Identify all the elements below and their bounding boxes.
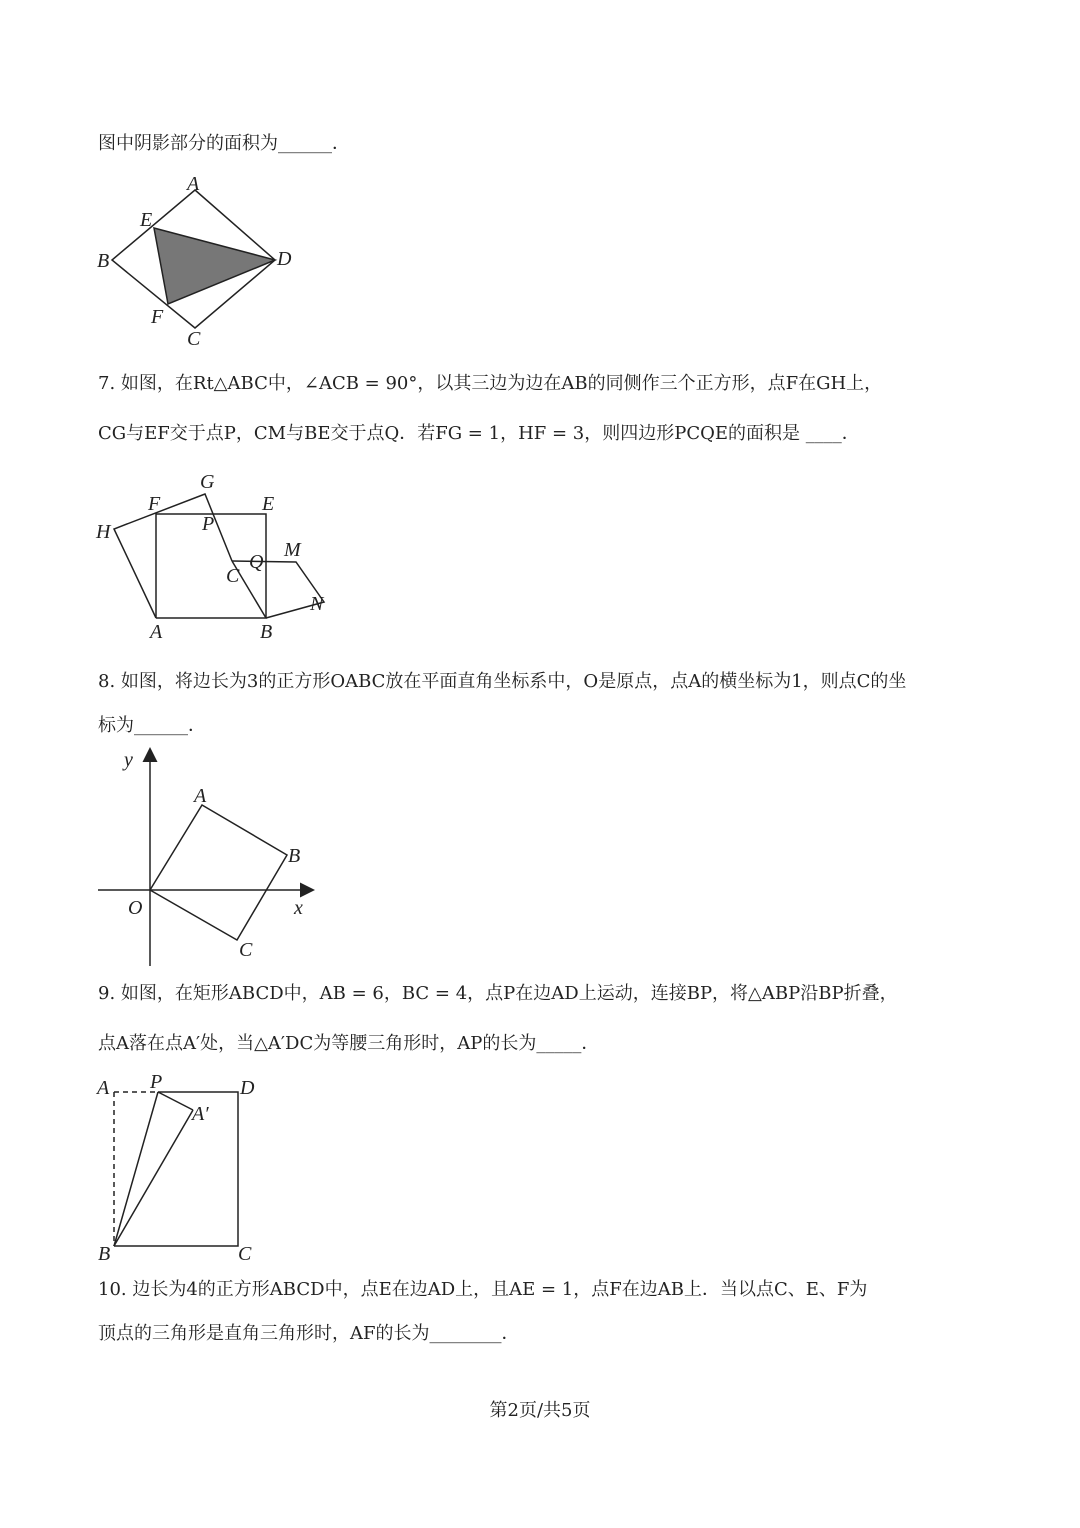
q7-label-C: C — [226, 565, 240, 587]
q8-text-line2: 标为______． — [98, 715, 206, 736]
q9-figure — [94, 1070, 274, 1264]
q6-figure — [90, 168, 310, 348]
q9-line-BP — [114, 1092, 158, 1246]
q7-label-G: G — [200, 471, 215, 493]
q7-label-M: M — [284, 539, 301, 561]
q6-label-F: F — [151, 306, 164, 328]
q9-label-P: P — [150, 1071, 163, 1093]
q8-label-A: A — [194, 785, 207, 807]
q7-label-P: P — [202, 513, 215, 535]
q7-square-on-AC — [114, 494, 232, 618]
q7-label-A: A — [150, 621, 163, 643]
q8-figure — [94, 744, 334, 970]
q6-label-E: E — [140, 209, 153, 231]
q7-label-N: N — [310, 593, 324, 615]
q9-text-line2: 点A落在点A′处，当△A′DC为等腰三角形时，AP的长为_____． — [98, 1033, 600, 1054]
q9-label-C: C — [238, 1243, 252, 1265]
q9-label-A: A — [97, 1077, 110, 1099]
page-footer: 第2页/共5页 — [489, 1400, 591, 1421]
q6-shaded-triangle — [154, 228, 275, 304]
q8-label-x: x — [294, 897, 303, 919]
q8-text-line1: 8. 如图，将边长为3的正方形OABC放在平面直角坐标系中，O是原点，点A的横坐标为1，则点C的坐 — [98, 671, 907, 692]
q10-text-line2: 顶点的三角形是直角三角形时，AF的长为________． — [98, 1323, 520, 1344]
q6-text-line1: 图中阴影部分的面积为______． — [98, 133, 350, 154]
q9-label-A-prime: A′ — [192, 1103, 209, 1125]
q8-label-C: C — [239, 939, 253, 961]
q8-square-OABC — [150, 805, 287, 940]
q7-label-B: B — [260, 621, 273, 643]
q6-label-A: A — [187, 173, 200, 195]
q9-label-B: B — [98, 1243, 111, 1265]
q8-label-O: O — [128, 897, 143, 919]
q7-label-F: F — [148, 493, 161, 515]
q7-label-H: H — [96, 521, 111, 543]
q8-label-y: y — [124, 749, 133, 771]
q9-line-BA2 — [114, 1110, 193, 1246]
q7-label-E: E — [262, 493, 275, 515]
q7-text-line1: 7. 如图，在Rt△ABC中，∠ACB = 90°，以其三边为边在AB的同侧作三个正方形，点F在GH上， — [98, 373, 883, 394]
q6-label-D: D — [277, 248, 292, 270]
q6-label-C: C — [187, 328, 201, 350]
q10-text-line1: 10. 边长为4的正方形ABCD中，点E在边AD上，且AE = 1，点F在边AB上．当以点C、E、F为 — [98, 1279, 868, 1300]
q7-figure — [94, 472, 344, 647]
q7-label-Q: Q — [249, 551, 264, 573]
q9-text-line1: 9. 如图，在矩形ABCD中，AB = 6，BC = 4，点P在边AD上运动，连接BP，将△ABP沿BP折叠， — [98, 983, 898, 1004]
q9-label-D: D — [240, 1077, 255, 1099]
q7-text-line2: CG与EF交于点P，CM与BE交于点Q．若FG = 1，HF = 3，则四边形PCQE的面积是 ____． — [98, 423, 860, 444]
q9-rectangle-edges — [114, 1092, 238, 1246]
q8-label-B: B — [288, 845, 301, 867]
q9-line-PA2 — [158, 1092, 193, 1110]
q6-label-B: B — [97, 250, 110, 272]
